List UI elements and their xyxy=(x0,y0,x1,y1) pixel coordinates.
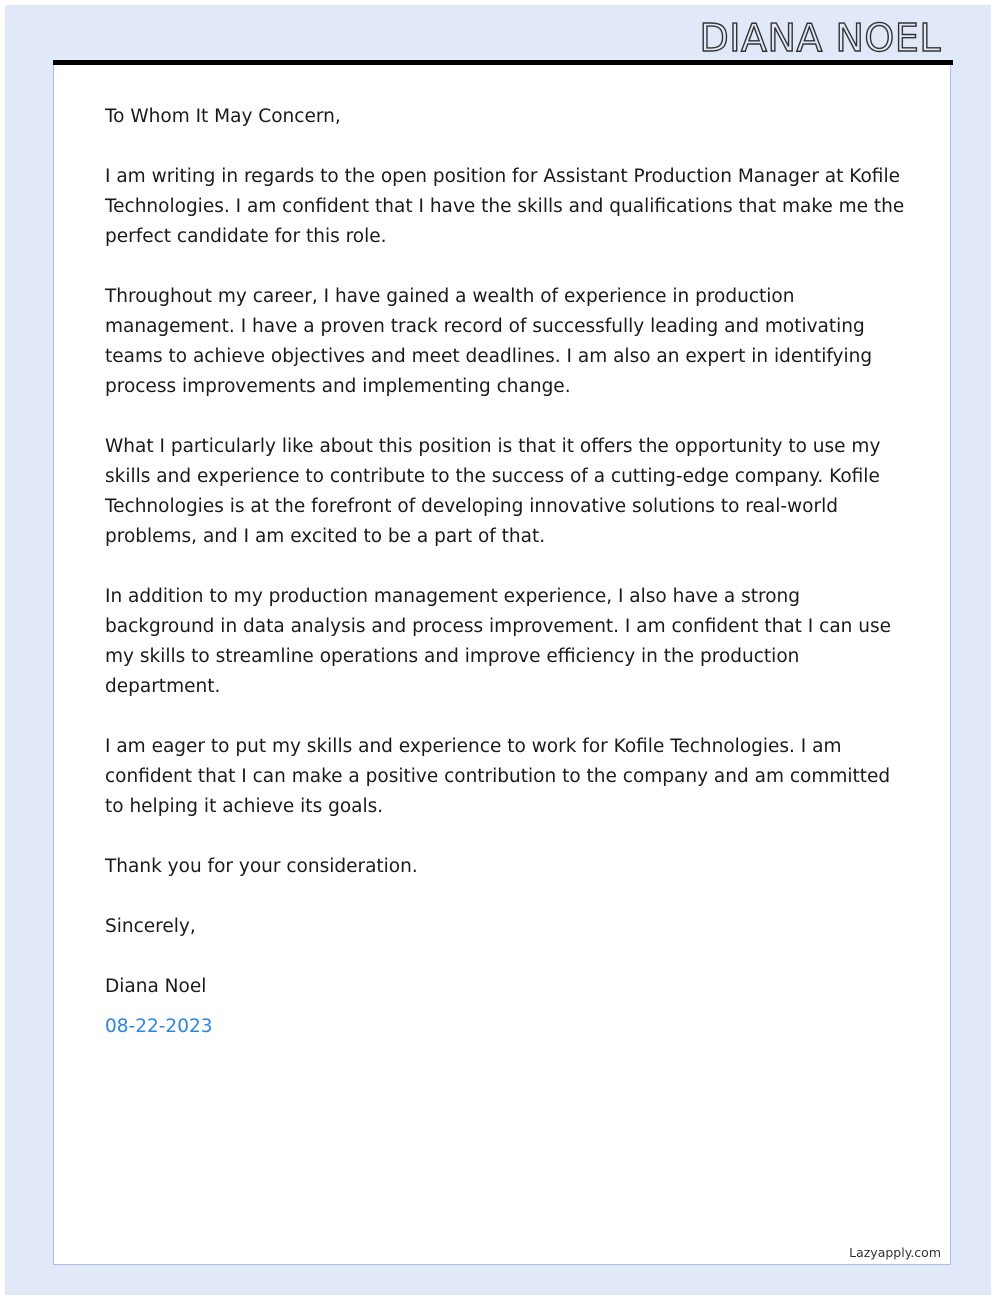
paragraph-5: I am eager to put my skills and experience to work for Kofile Technologies. I am confident that I can make a positive contribution to the company and am committed to helping it achieve its goals. xyxy=(105,736,891,817)
page-background xyxy=(5,5,991,1295)
signature: Diana Noel xyxy=(105,976,207,997)
closing: Sincerely, xyxy=(105,916,196,937)
paragraph-4: In addition to my production management experience, I also have a strong background in data analysis and process improvement. I am confident that I can use my skills to streamline operations and improve efficiency in the production department. xyxy=(105,586,892,697)
letter-body xyxy=(105,102,905,1042)
letter-date: 08-22-2023 xyxy=(105,1016,213,1037)
letter-sheet xyxy=(53,65,951,1265)
paragraph-6: Thank you for your consideration. xyxy=(105,856,418,877)
footer-brand: Lazyapply.com xyxy=(849,1245,941,1260)
salutation: To Whom It May Concern, xyxy=(105,106,341,127)
paragraph-1: I am writing in regards to the open position for Assistant Production Manager at Kofile Technologies. I am confident that I have the skills and qualifications that make me the perfect candidate for this role. xyxy=(105,166,905,247)
header-name: DIANA NOEL xyxy=(699,16,941,60)
paragraph-2: Throughout my career, I have gained a wealth of experience in production management. I have a proven track record of successfully leading and motivating teams to achieve objectives and meet deadlines. I am also an expert in identifying process improvements and implementing change. xyxy=(105,286,873,397)
paragraph-3: What I particularly like about this position is that it offers the opportunity to use my skills and experience to contribute to the success of a cutting-edge company. Kofile Technologies is at the forefront of developing innovative solutions to real-world problems, and I am excited to be a part of that. xyxy=(105,436,881,547)
